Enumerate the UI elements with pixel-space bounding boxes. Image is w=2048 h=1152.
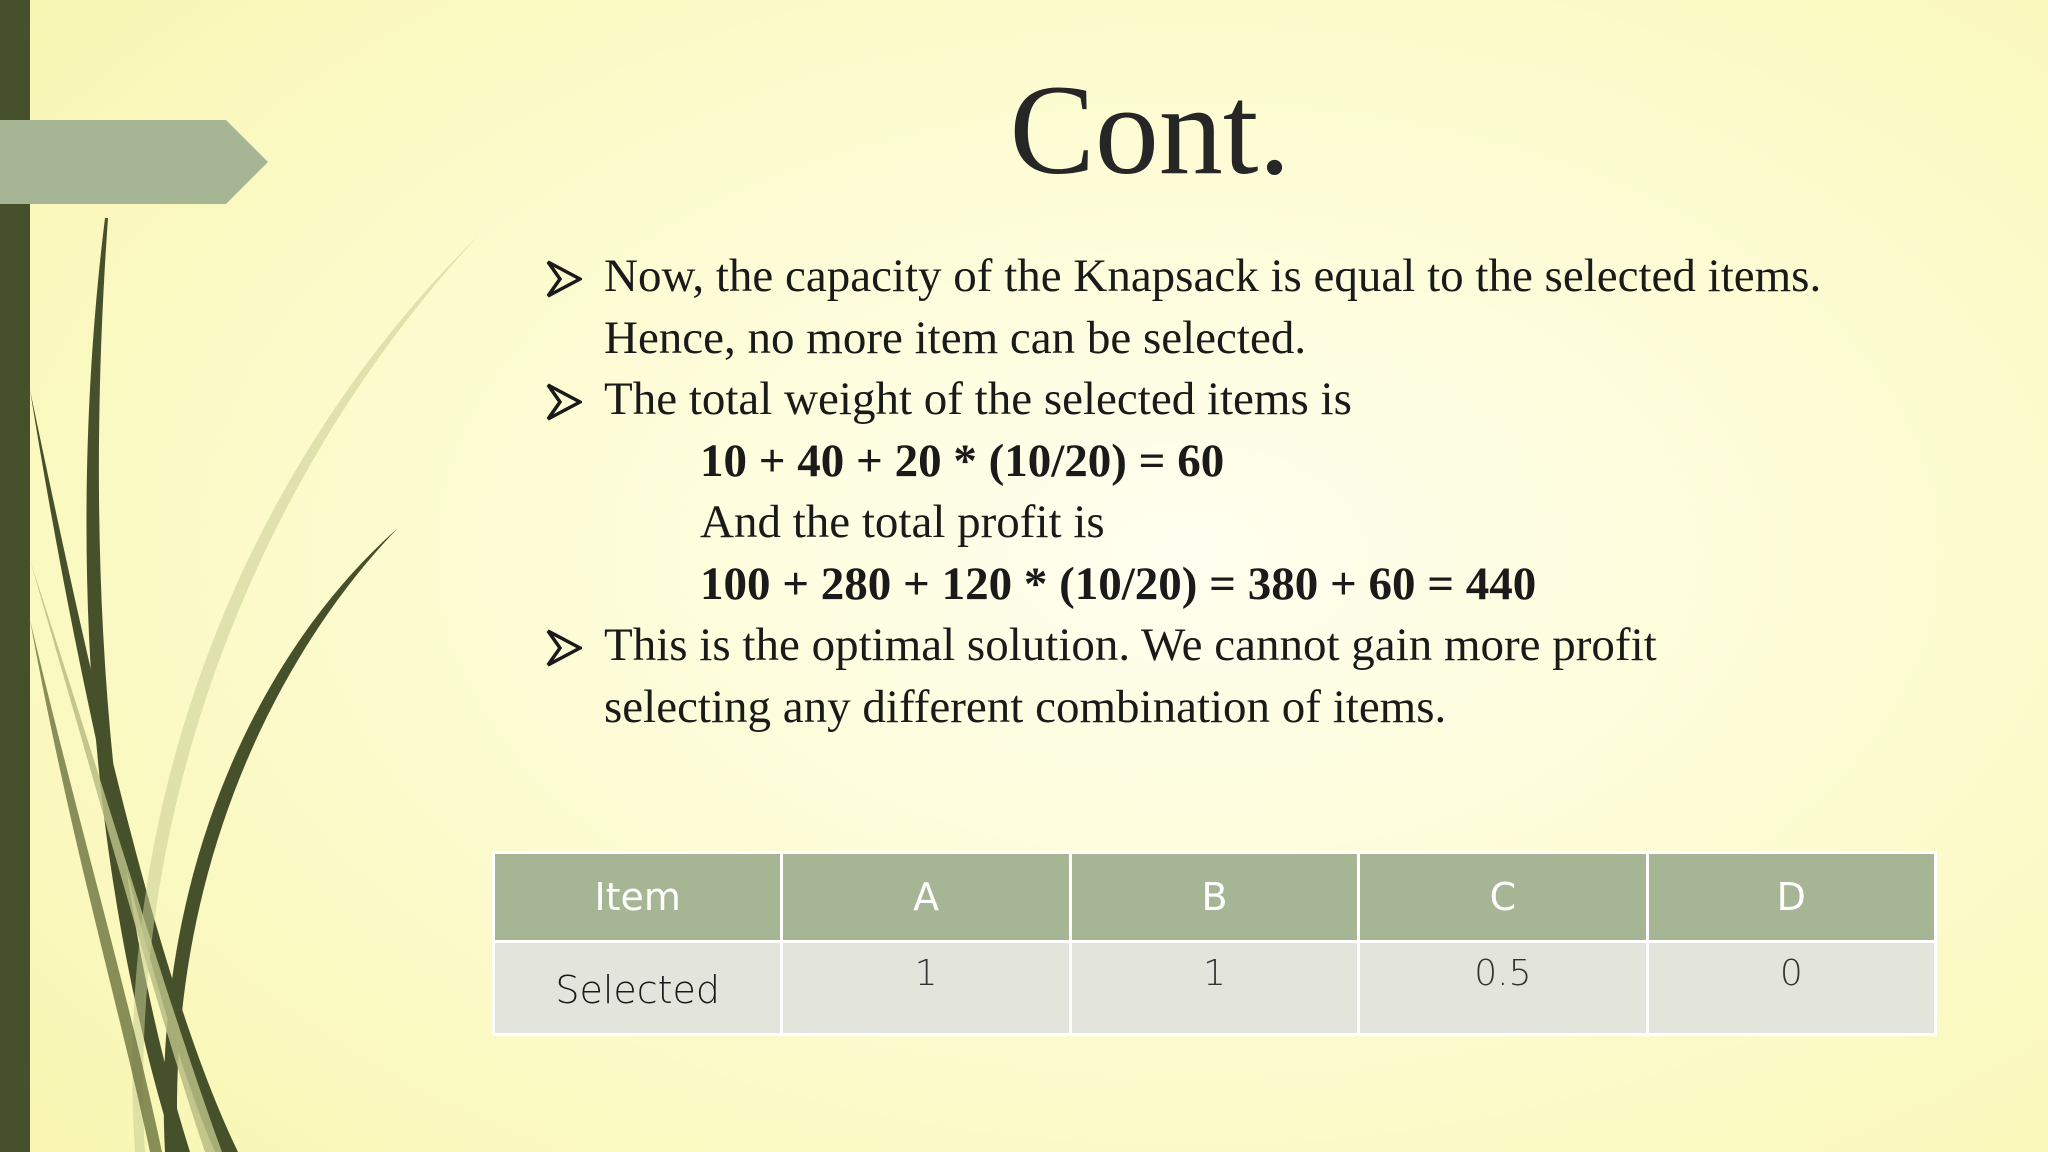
weight-formula: 10 + 40 + 20 * (10/20) = 60	[700, 434, 1225, 487]
table-cell: 1	[782, 942, 1070, 1035]
bullet-text: Hence, no more item can be selected.	[604, 311, 1307, 364]
arrowhead-bullet-icon	[546, 260, 582, 298]
profit-formula: 100 + 280 + 120 * (10/20) = 380 + 60 = 440	[700, 557, 1537, 610]
bullet-capacity	[540, 246, 2040, 369]
bullet-text: Now, the capacity of the Knapsack is equal to the selected items.	[604, 250, 1822, 302]
arrowhead-bullet-icon	[546, 383, 582, 421]
column-header: C	[1359, 853, 1647, 942]
bullet-text: The total weight of the selected items is	[604, 373, 1352, 425]
column-header: B	[1070, 853, 1358, 942]
table-header-row	[494, 853, 1936, 942]
table-cell: 0	[1647, 942, 1935, 1035]
bullet-text: selecting any different combination of items.	[604, 680, 1447, 733]
column-header: A	[782, 853, 1070, 942]
slide-title: Cont.	[1009, 59, 1291, 201]
profit-intro: And the total profit is	[700, 496, 1105, 548]
slide-body	[540, 246, 2040, 738]
bullet-total-weight	[540, 369, 2040, 431]
bullet-text: This is the optimal solution. We cannot gain more profit	[604, 619, 1657, 671]
arrowhead-bullet-icon	[546, 629, 582, 667]
table-cell: 0.5	[1359, 942, 1647, 1035]
table-cell: 1	[1070, 942, 1358, 1035]
bullet-optimal	[540, 615, 2040, 738]
decorative-leaf-strokes	[0, 0, 520, 1152]
column-header: Item	[494, 853, 782, 942]
table-row	[494, 942, 1936, 1035]
selection-table	[492, 851, 1937, 1036]
column-header: D	[1647, 853, 1935, 942]
row-label: Selected	[494, 942, 782, 1035]
